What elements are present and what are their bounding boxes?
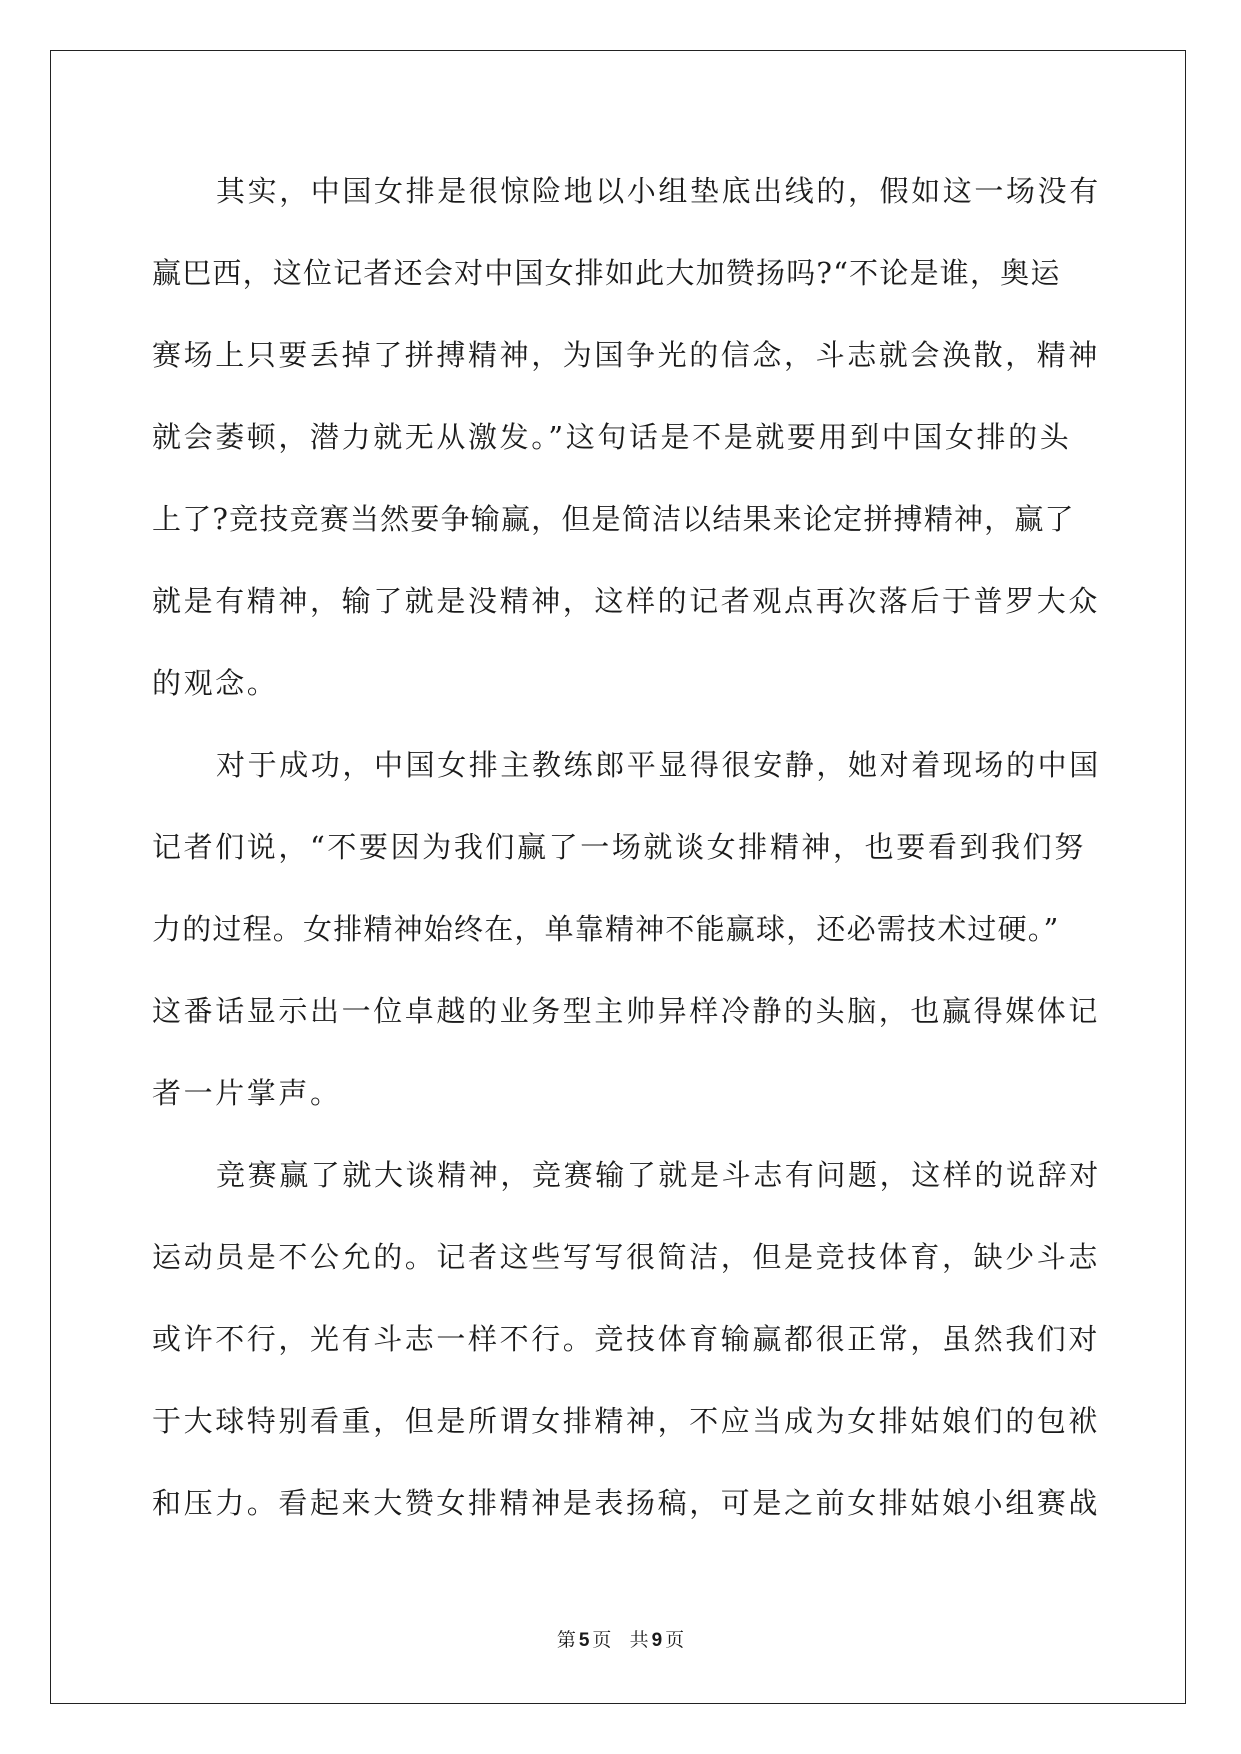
text-line: 这番话显示出一位卓越的业务型主帅异样冷静的头脑，也赢得媒体记	[152, 994, 1101, 1028]
text-line: 就会萎顿，潜力就无从激发。”这句话是不是就要用到中国女排的头	[152, 420, 1072, 454]
text-line: 记者们说，“不要因为我们赢了一场就谈女排精神，也要看到我们努	[152, 830, 1086, 864]
footer-page-unit: 页	[592, 1629, 612, 1651]
text-line: 对于成功，中国女排主教练郎平显得很安静，她对着现场的中国	[216, 748, 1101, 782]
footer-total-unit: 页	[665, 1629, 685, 1651]
text-line: 赛场上只要丢掉了拼搏精神，为国争光的信念，斗志就会涣散，精神	[152, 338, 1101, 372]
document-body	[152, 150, 1101, 1544]
text-line: 和压力。看起来大赞女排精神是表扬稿，可是之前女排姑娘小组赛战	[152, 1486, 1101, 1520]
text-line: 于大球特别看重，但是所谓女排精神，不应当成为女排姑娘们的包袱	[152, 1404, 1101, 1438]
current-page-number: 5	[578, 1630, 590, 1651]
text-line: 就是有精神，输了就是没精神，这样的记者观点再次落后于普罗大众	[152, 584, 1101, 618]
page-footer	[0, 1627, 1241, 1654]
text-line: 的观念。	[152, 666, 279, 700]
footer-prefix: 第	[556, 1629, 576, 1651]
text-line: 上了?竞技竞赛当然要争输赢，但是简洁以结果来论定拼搏精神，赢了	[152, 502, 1075, 536]
text-line: 运动员是不公允的。记者这些写写很简洁，但是竞技体育，缺少斗志	[152, 1240, 1101, 1274]
text-line: 赢巴西，这位记者还会对中国女排如此大加赞扬吗?“不论是谁，奥运	[152, 256, 1061, 290]
total-page-number: 9	[651, 1630, 663, 1651]
text-line: 或许不行，光有斗志一样不行。竞技体育输赢都很正常，虽然我们对	[152, 1322, 1101, 1356]
text-line: 竞赛赢了就大谈精神，竞赛输了就是斗志有问题，这样的说辞对	[216, 1158, 1101, 1192]
text-line: 力的过程。女排精神始终在，单靠精神不能赢球，还必需技术过硬。”	[152, 912, 1060, 946]
footer-total-prefix: 共	[629, 1629, 649, 1651]
text-line: 其实，中国女排是很惊险地以小组垫底出线的，假如这一场没有	[216, 174, 1101, 208]
text-line: 者一片掌声。	[152, 1076, 342, 1110]
